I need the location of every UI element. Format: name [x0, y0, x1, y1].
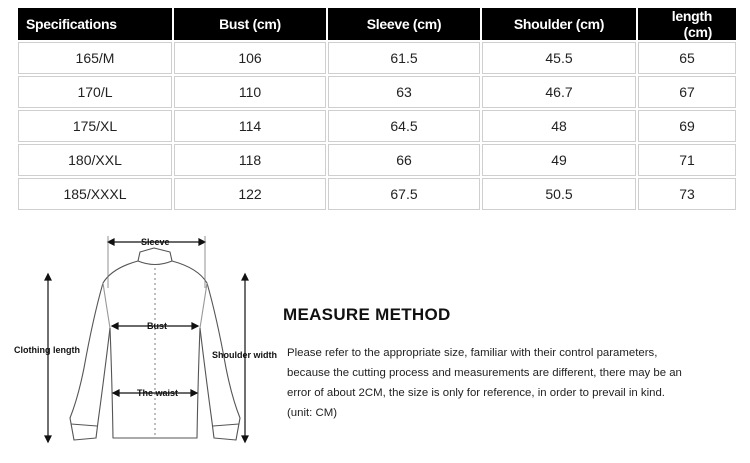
sleeve-label: Sleeve — [141, 237, 170, 247]
table-cell: 106 — [174, 42, 326, 74]
table-cell: 73 — [638, 178, 736, 210]
table-cell: 67.5 — [328, 178, 480, 210]
table-cell: 50.5 — [482, 178, 636, 210]
table-header-row — [18, 8, 736, 40]
table-cell: 48 — [482, 110, 636, 142]
table-cell: 46.7 — [482, 76, 636, 108]
header-sleeve: Sleeve (cm) — [328, 8, 480, 40]
table-cell: 122 — [174, 178, 326, 210]
table-cell: 45.5 — [482, 42, 636, 74]
table-row — [18, 110, 736, 142]
table-cell: 110 — [174, 76, 326, 108]
table-cell: 61.5 — [328, 42, 480, 74]
table-cell: 118 — [174, 144, 326, 176]
measure-method-text: Please refer to the appropriate size, familiar with their control parameters, because the cutting process and measurements are different, there may be an error of about 2CM, the size is only for reference, in order to prevail in kind. (unit: CM) — [287, 347, 682, 419]
shoulder-width-label: Shoulder width — [212, 350, 277, 360]
table-cell: 71 — [638, 144, 736, 176]
header-specifications: Specifications — [18, 8, 172, 40]
table-row — [18, 144, 736, 176]
table-cell: 49 — [482, 144, 636, 176]
bust-label: Bust — [147, 321, 167, 331]
measure-method-title: MEASURE METHOD — [283, 305, 451, 324]
table-cell: 170/L — [18, 76, 172, 108]
table-cell: 69 — [638, 110, 736, 142]
table-row — [18, 42, 736, 74]
header-bust: Bust (cm) — [174, 8, 326, 40]
header-length: length (cm) — [638, 8, 736, 40]
clothing-length-label: Clothing length — [14, 345, 80, 355]
size-chart-table — [16, 6, 738, 212]
table-cell: 185/XXXL — [18, 178, 172, 210]
header-shoulder: Shoulder (cm) — [482, 8, 636, 40]
table-cell: 165/M — [18, 42, 172, 74]
table-row — [18, 178, 736, 210]
table-cell: 63 — [328, 76, 480, 108]
table-cell: 66 — [328, 144, 480, 176]
waist-label: The waist — [137, 388, 179, 398]
shirt-measurement-diagram — [0, 228, 290, 463]
table-row — [18, 76, 736, 108]
table-cell: 67 — [638, 76, 736, 108]
table-cell: 175/XL — [18, 110, 172, 142]
table-cell: 180/XXL — [18, 144, 172, 176]
table-cell: 65 — [638, 42, 736, 74]
table-cell: 114 — [174, 110, 326, 142]
table-cell: 64.5 — [328, 110, 480, 142]
